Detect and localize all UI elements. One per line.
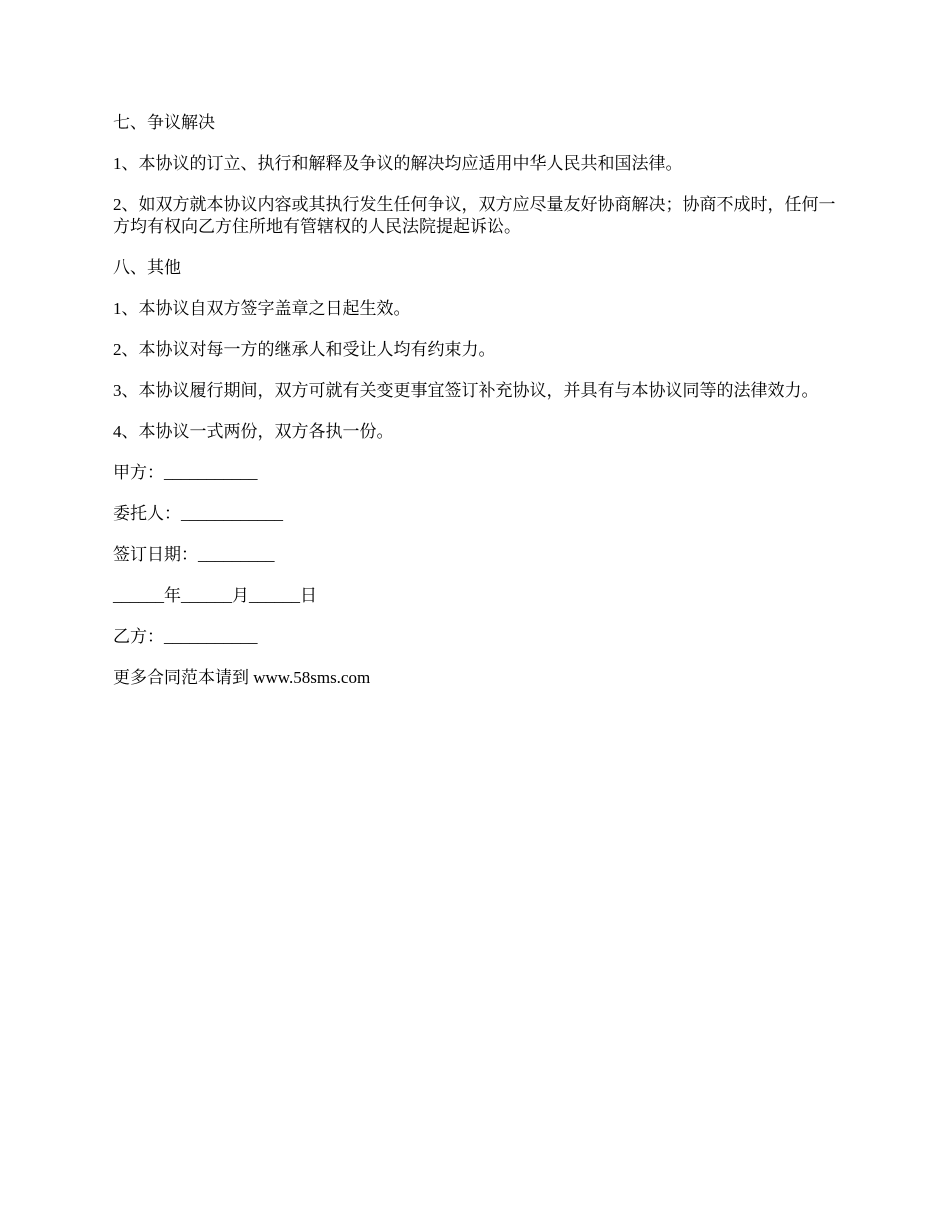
agent-signature-line: 委托人：____________ [113,504,283,523]
clause-paragraph: 1、本协议自双方签字盖章之日起生效。 [113,299,411,318]
section-heading: 八、其他 [113,258,181,277]
footer-note: 更多合同范本请到 www.58sms.com [113,668,371,687]
clause-paragraph: 2、如双方就本协议内容或其执行发生任何争议，双方应尽量友好协商解决；协商不成时，任何一方均有权向乙方住所地有管辖权的人民法院提起诉讼。 [113,195,836,236]
clause-paragraph: 1、本协议的订立、执行和解释及争议的解决均应适用中华人民共和国法律。 [113,154,683,173]
clause-paragraph: 3、本协议履行期间，双方可就有关变更事宜签订补充协议，并具有与本协议同等的法律效力。 [113,381,819,400]
section-heading: 七、争议解决 [113,113,215,132]
sign-date-line: 签订日期：_________ [113,545,275,564]
date-blank-line: ______年______月______日 [113,586,317,605]
party-a-signature-line: 甲方：___________ [113,463,258,482]
document-page [113,112,843,708]
clause-paragraph: 4、本协议一式两份，双方各执一份。 [113,422,394,441]
party-b-signature-line: 乙方：___________ [113,627,258,646]
clause-paragraph: 2、本协议对每一方的继承人和受让人均有约束力。 [113,340,496,359]
